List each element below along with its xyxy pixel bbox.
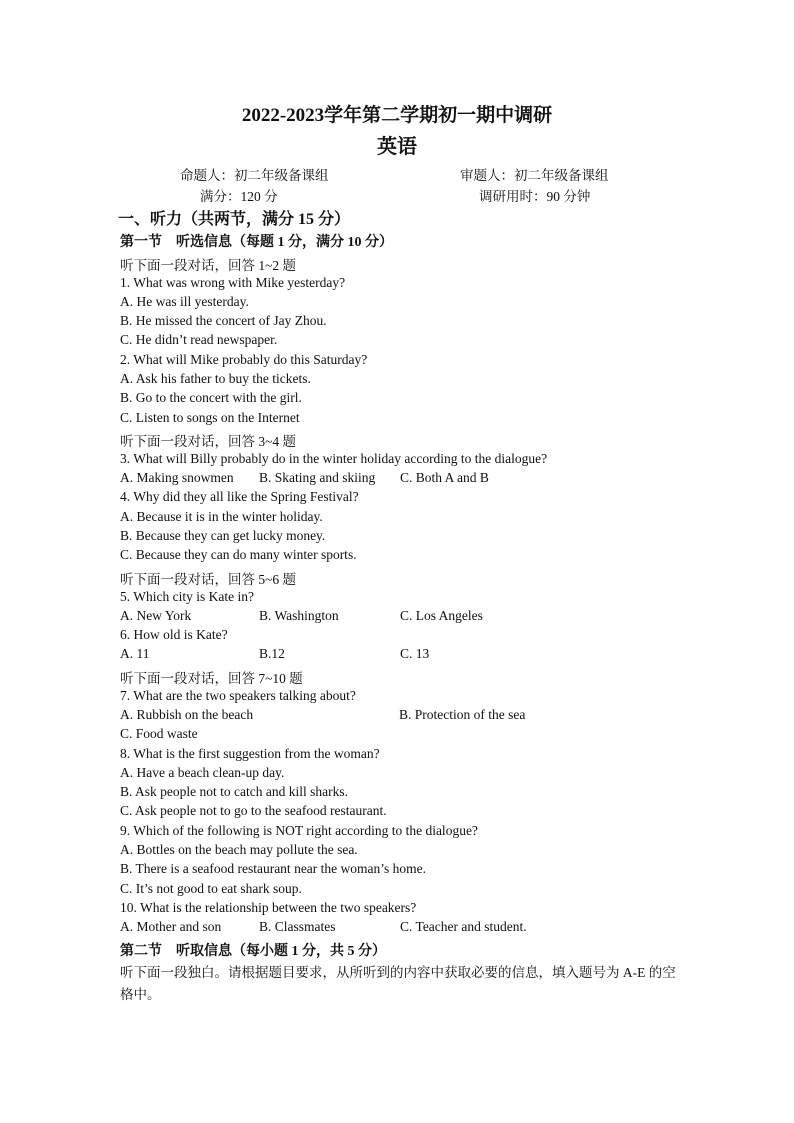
exam-subject: 英语 [377,136,417,158]
q1-option-a: A. He was ill yesterday. [120,294,249,309]
section1-heading: 第一节 听选信息（每题 1 分，满分 10 分） [120,235,393,250]
question-4: 4. Why did they all like the Spring Festival? [120,489,359,504]
q7-option-b: B. Protection of the sea [399,707,526,722]
question-6: 6. How old is Kate? [120,627,228,642]
q10-option-b: B. Classmates [259,919,336,934]
q3-option-a: A. Making snowmen [120,470,234,485]
q4-option-c: C. Because they can do many winter sports. [120,547,357,562]
q2-option-b: B. Go to the concert with the girl. [120,390,302,405]
part1-heading: 一、听力（共两节，满分 15 分） [118,211,351,228]
dialogue-intro: 听下面一段对话，回答 1~2 题 [120,258,297,273]
section2-heading: 第二节 听取信息（每小题 1 分，共 5 分） [120,944,386,959]
q10-option-c: C. Teacher and student. [400,919,527,934]
q9-option-a: A. Bottles on the beach may pollute the sea. [120,842,358,857]
dialogue-intro: 听下面一段对话，回答 5~6 题 [120,572,297,587]
q3-option-c: C. Both A and B [400,470,489,485]
q10-option-a: A. Mother and son [120,919,222,934]
exam-title: 2022-2023学年第二学期初一期中调研 [241,105,553,126]
question-2: 2. What will Mike probably do this Saturday? [120,352,368,367]
q7-option-a: A. Rubbish on the beach [120,707,254,722]
q5-option-a: A. New York [120,608,192,623]
q6-option-b: B.12 [259,646,285,661]
question-1: 1. What was wrong with Mike yesterday? [120,275,346,290]
question-7: 7. What are the two speakers talking about? [120,688,356,703]
section2-instructions: 听下面一段独白。请根据题目要求，从所听到的内容中获取必要的信息，填入题号为 A-E 的空格中。 [120,965,676,1002]
full-score-label: 满分：120 分 [200,189,278,204]
q7-option-c: C. Food waste [120,726,198,741]
q1-option-c: C. He didn’t read newspaper. [120,332,278,347]
dialogue-intro: 听下面一段对话，回答 7~10 题 [120,671,303,686]
q8-option-b: B. Ask people not to catch and kill sharks. [120,784,348,799]
q4-option-b: B. Because they can get lucky money. [120,528,326,543]
q8-option-c: C. Ask people not to go to the seafood restaurant. [120,803,387,818]
q5-option-b: B. Washington [259,608,339,623]
q4-option-a: A. Because it is in the winter holiday. [120,509,323,524]
q3-option-b: B. Skating and skiing [259,470,376,485]
q2-option-a: A. Ask his father to buy the tickets. [120,371,311,386]
question-3: 3. What will Billy probably do in the winter holiday according to the dialogue? [120,451,548,466]
question-10: 10. What is the relationship between the two speakers? [120,900,417,915]
q9-option-b: B. There is a seafood restaurant near the woman’s home. [120,861,427,876]
q6-option-c: C. 13 [400,646,430,661]
reviewer-label: 审题人：初二年级备课组 [460,168,609,183]
q9-option-c: C. It’s not good to eat shark soup. [120,881,302,896]
q2-option-c: C. Listen to songs on the Internet [120,410,300,425]
dialogue-intro: 听下面一段对话，回答 3~4 题 [120,434,297,449]
question-5: 5. Which city is Kate in? [120,589,254,604]
question-8: 8. What is the first suggestion from the woman? [120,746,380,761]
q8-option-a: A. Have a beach clean-up day. [120,765,285,780]
question-9: 9. Which of the following is NOT right according to the dialogue? [120,823,478,838]
q6-option-a: A. 11 [120,646,150,661]
setter-label: 命题人：初二年级备课组 [180,168,329,183]
q5-option-c: C. Los Angeles [400,608,483,623]
q1-option-b: B. He missed the concert of Jay Zhou. [120,313,327,328]
duration-label: 调研用时：90 分钟 [479,189,591,204]
